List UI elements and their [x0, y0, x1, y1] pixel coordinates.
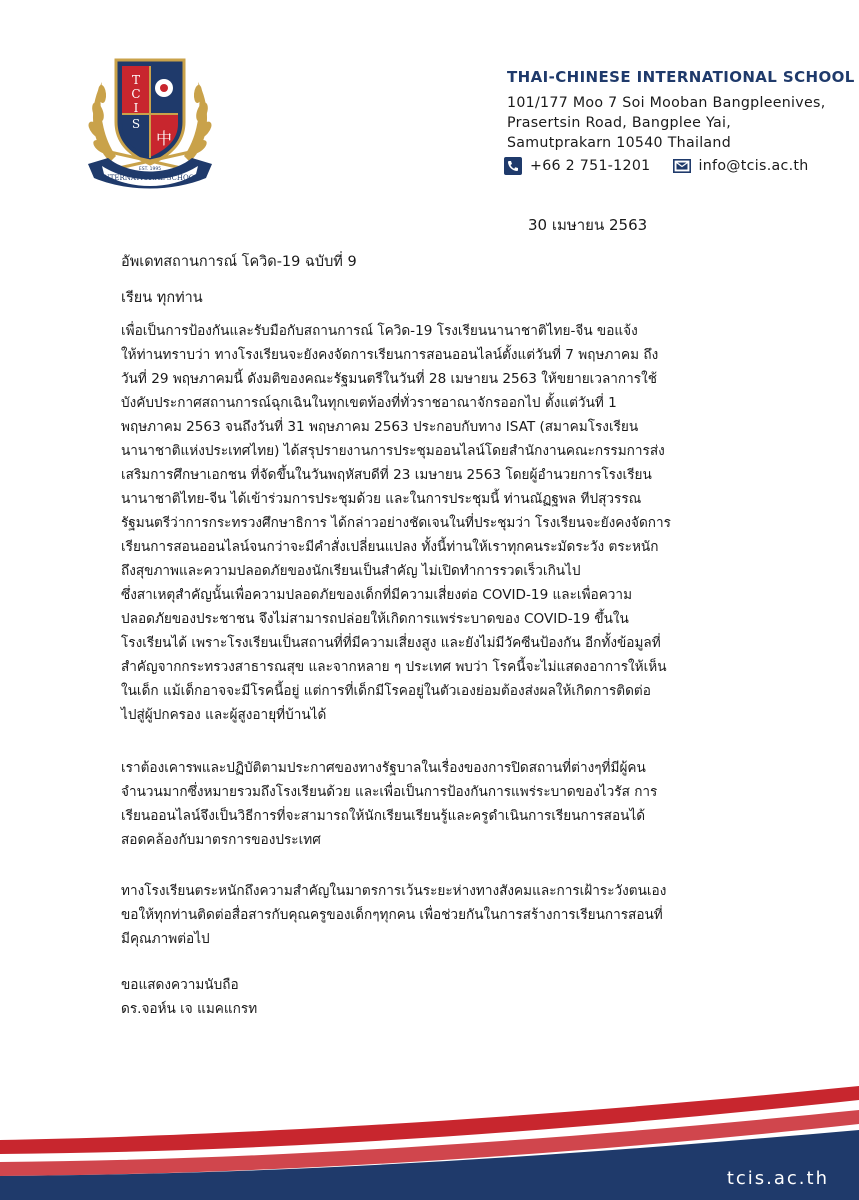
svg-text:C: C	[131, 87, 141, 101]
paragraph-line: นานาชาติไทย-จีน ได้เข้าร่วมการประชุมด้วย และในการประชุมนี้ ท่านณัฏฐพล ทีปสุวรรณ	[121, 491, 642, 507]
paragraph-line: จำนวนมากซึ่งหมายรวมถึงโรงเรียนด้วย และเพื่อเป็นการป้องกันการแพร่ระบาดของไวรัส การ	[121, 784, 658, 800]
letter-subject: อัพเดทสถานการณ์ โควิด-19 ฉบับที่ 9	[121, 254, 357, 270]
paragraph-line: รัฐมนตรีว่าการกระทรวงศึกษาธิการ ได้กล่าวอย่างชัดเจนในที่ประชุมว่า โรงเรียนจะยังคงจัดการ	[121, 515, 671, 531]
paragraph-line: เรียนการสอนออนไลน์จนกว่าจะมีคำสั่งเปลี่ยนแปลง ทั้งนี้ท่านให้เราทุกคนระมัดระวัง ตระหนัก	[121, 539, 659, 555]
paragraph-line: นานาชาติแห่งประเทศไทย) ได้สรุปรายงานการประชุมออนไลน์โดยสำนักงานคณะกรรมการส่ง	[121, 443, 665, 459]
letter-salutation: เรียน ทุกท่าน	[121, 290, 203, 306]
address-line: Samutprakarn 10540 Thailand	[507, 135, 732, 151]
paragraph-line: ถึงสุขภาพและความปลอดภัยของนักเรียนเป็นสำคัญ ไม่เปิดทำการรวดเร็วเกินไป	[121, 563, 581, 579]
phone-number: +66 2 751-1201	[530, 158, 651, 174]
address-line: Prasertsin Road, Bangplee Yai,	[507, 115, 731, 131]
school-name: THAI-CHINESE INTERNATIONAL SCHOOL	[507, 68, 855, 86]
paragraph-line: เราต้องเคารพและปฏิบัติตามประกาศของทางรัฐบาลในเรื่องของการปิดสถานที่ต่างๆที่มีผู้คน	[121, 760, 646, 776]
paragraph-line: ในเด็ก แม้เด็กอาจจะมีโรคนี้อยู่ แต่การที่เด็กมีโรคอยู่ในตัวเองย่อมต้องส่งผลให้เกิดการติดต่อ	[121, 683, 651, 699]
school-address	[507, 93, 826, 153]
paragraph-line: ขอให้ทุกท่านติดต่อสื่อสารกับคุณครูของเด็กๆทุกคน เพื่อช่วยกันในการสร้างการเรียนการสอนที่	[121, 907, 663, 923]
svg-text:I: I	[133, 101, 139, 115]
paragraph-line: ปลอดภัยของประชาชน จึงไม่สามารถปล่อยให้เกิดการแพร่ระบาดของ COVID-19 ขึ้นใน	[121, 611, 629, 627]
email-address: info@tcis.ac.th	[698, 158, 809, 174]
contact-info	[504, 157, 809, 175]
phone-icon	[504, 157, 522, 175]
paragraph-line: มีคุณภาพต่อไป	[121, 931, 210, 947]
paragraph-line: สำคัญจากกระทรวงสาธารณสุข และจากหลาย ๆ ประเทศ พบว่า โรคนี้จะไม่แสดงอาการให้เห็น	[121, 659, 667, 675]
paragraph-line: โรงเรียนได้ เพราะโรงเรียนเป็นสถานที่ที่มีความเสี่ยงสูง และยังไม่มีวัคซีนป้องกัน อีกทั้งข้อมูลที่	[121, 635, 661, 651]
logo-letter-t: T	[131, 73, 141, 87]
school-logo	[80, 52, 220, 192]
svg-text:中: 中	[155, 129, 173, 148]
paragraph-line: บังคับประกาศสถานการณ์ฉุกเฉินในทุกเขตท้องที่ทั่วราชอาณาจักรออกไป ตั้งแต่วันที่ 1	[121, 395, 617, 411]
footer-website[interactable]: tcis.ac.th	[726, 1168, 829, 1189]
paragraph-line: ซึ่งสาเหตุสำคัญนั้นเพื่อความปลอดภัยของเด็กที่มีความเสี่ยงต่อ COVID-19 และเพื่อความ	[121, 587, 633, 603]
address-line: 101/177 Moo 7 Soi Mooban Bangpleenives,	[507, 95, 826, 111]
paragraph-line: ไปสู่ผู้ปกครอง และผู้สูงอายุที่บ้านได้	[121, 707, 327, 723]
letter-date: 30 เมษายน 2563	[528, 216, 648, 234]
paragraph-line: เพื่อเป็นการป้องกันและรับมือกับสถานการณ์ โควิด-19 โรงเรียนนานาชาติไทย-จีน ขอแจ้ง	[121, 323, 638, 339]
paragraph-line: เสริมการศึกษาเอกชน ที่จัดขึ้นในวันพฤหัสบดีที่ 23 เมษายน 2563 โดยผู้อำนวยการโรงเรียน	[121, 467, 652, 483]
svg-text:S: S	[131, 117, 141, 131]
paragraph-line: วันที่ 29 พฤษภาคมนี้ ดังมติของคณะรัฐมนตรีในวันที่ 28 เมษายน 2563 ให้ขยายเวลาการใช้	[121, 371, 657, 387]
paragraph-line: ทางโรงเรียนตระหนักถึงความสำคัญในมาตรการเว้นระยะห่างทางสังคมและการเฝ้าระวังตนเอง	[121, 883, 667, 899]
paragraph-line: ให้ท่านทราบว่า ทางโรงเรียนจะยังคงจัดการเรียนการสอนออนไลน์ตั้งแต่วันที่ 7 พฤษภาคม ถึง	[121, 347, 659, 363]
letter-signature: ดร.จอห์น เจ แมคแกรท	[121, 1001, 258, 1017]
letter-closing: ขอแสดงความนับถือ	[121, 977, 239, 993]
logo-ribbon-text: INTERNATIONAL SCHOOL	[100, 174, 200, 182]
email-icon	[673, 157, 691, 175]
svg-text:EST. 1995: EST. 1995	[138, 167, 162, 172]
paragraph-line: พฤษภาคม 2563 จนถึงวันที่ 31 พฤษภาคม 2563 ประกอบกับทาง ISAT (สมาคมโรงเรียน	[121, 419, 639, 435]
paragraph-line: เรียนออนไลน์จึงเป็นวิธีการที่จะสามารถให้นักเรียนเรียนรู้และครูดำเนินการเรียนการสอนได้	[121, 808, 646, 824]
paragraph-line: สอดคล้องกับมาตรการของประเทศ	[121, 832, 321, 848]
